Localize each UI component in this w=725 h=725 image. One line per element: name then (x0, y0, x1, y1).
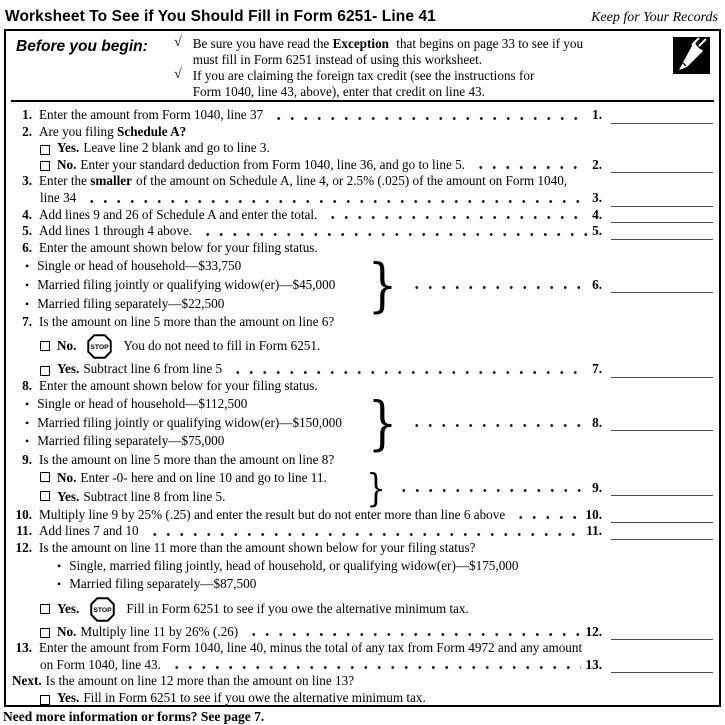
line-8-tail (401, 415, 713, 431)
line-7-entry-field[interactable] (611, 368, 713, 378)
line-9-yes-checkbox[interactable] (40, 491, 50, 501)
yes-label: Yes. (57, 140, 79, 157)
worksheet-line-3 (10, 173, 713, 190)
line-11-ref: 11. (586, 523, 602, 540)
line-3-tail (76, 190, 713, 207)
line-10-text: Multiply line 9 by 25% (.25) and enter the result but do not enter more than line 6 above (39, 507, 505, 524)
line-2-yes-checkbox[interactable] (40, 145, 50, 155)
worksheet-header (0, 0, 725, 29)
line-4-ref: 4. (592, 207, 602, 224)
worksheet-line-1 (10, 107, 713, 124)
line-8-bullet-list (25, 395, 362, 451)
dot-leader (148, 532, 582, 537)
worksheet-line-9 (10, 452, 713, 469)
dot-leader (474, 165, 587, 170)
line-9-tail (388, 480, 713, 496)
line-8-entry-field[interactable] (611, 421, 713, 431)
line-8-text: Enter the amount shown below for your filing status. (39, 378, 318, 395)
stop-sign-icon (86, 333, 113, 360)
before-check1-bold: Exception (333, 36, 389, 51)
right-brace: } (368, 394, 398, 452)
stop-sign-icon (89, 596, 116, 623)
yes-label: Yes. (57, 601, 79, 618)
bullet-icon: • (25, 295, 29, 314)
line-2-ref: 2. (592, 157, 602, 174)
line-5-entry-field[interactable] (611, 230, 713, 240)
next-yes-checkbox[interactable] (40, 695, 50, 705)
bullet-item (10, 557, 713, 576)
line-3-ref: 3. (592, 190, 602, 207)
line-7-text: Is the amount on line 5 more than the amount on line 6? (39, 314, 334, 331)
line-number: 13. (10, 640, 32, 657)
line-10-ref: 10. (586, 507, 602, 524)
line-6-bullet-3: Married filing separately—$22,500 (37, 295, 224, 314)
checkmark-icon: √ (174, 35, 182, 66)
line-12-no-option (10, 624, 713, 641)
line-6-bullet-list (25, 257, 362, 313)
line-12-yes-checkbox[interactable] (40, 604, 50, 614)
line-12-yes-text: Fill in Form 6251 to see if you owe the alternative minimum tax. (126, 601, 468, 618)
right-brace: } (366, 469, 385, 507)
line-10-tail (505, 507, 713, 524)
bullet-icon: • (25, 414, 29, 433)
line-number: 10. (10, 507, 32, 524)
dot-leader (397, 488, 587, 493)
right-brace: } (368, 256, 398, 314)
before-check-item (174, 68, 711, 99)
worksheet-line-5 (10, 223, 713, 240)
line-7-tail (222, 361, 713, 378)
line-3-text-pre: Enter the (39, 173, 87, 190)
line-5-ref: 5. (592, 223, 602, 240)
line-13-entry-field[interactable] (611, 663, 713, 673)
yes-label: Yes. (57, 488, 79, 507)
bullet-item (10, 575, 713, 594)
line-6-ref: 6. (592, 277, 602, 293)
line-12-no-text: Multiply line 11 by 26% (.26) (80, 624, 238, 641)
line-9-yes-text: Subtract line 8 from line 5. (83, 488, 225, 507)
line-5-tail (192, 223, 713, 240)
worksheet-line-6 (10, 240, 713, 257)
bullet-icon: • (25, 432, 29, 451)
line-4-text: Add lines 9 and 26 of Schedule A and enter the total. (39, 207, 317, 224)
line-12-tail (238, 624, 713, 641)
dot-leader (247, 632, 580, 637)
line-13-ref: 13. (586, 657, 602, 674)
before-check1-rest: that begins on page 33 to see if you (396, 36, 583, 51)
line-11-entry-field[interactable] (611, 530, 713, 540)
line-7-yes-checkbox[interactable] (40, 366, 50, 376)
worksheet-line-11 (10, 523, 713, 540)
dot-leader (514, 515, 580, 520)
yes-label: Yes. (57, 361, 79, 378)
no-label: No. (57, 338, 76, 355)
line-3-text-bold: smaller (90, 173, 132, 190)
line-12-entry-field[interactable] (611, 630, 713, 640)
worksheet-line-2 (10, 124, 713, 141)
line-12-bullet-2: Married filing separately—$87,500 (69, 575, 256, 594)
worksheet-box (4, 29, 721, 707)
page-footer: Need more information or forms? See page 7. (0, 707, 725, 725)
worksheet-line-7 (10, 314, 713, 331)
line-4-entry-field[interactable] (611, 213, 713, 223)
line-5-text: Add lines 1 through 4 above. (39, 223, 192, 240)
worksheet-line-4 (10, 207, 713, 224)
line-9-text: Is the amount on line 5 more than the amount on line 8? (39, 452, 334, 469)
bullet-icon: • (25, 276, 29, 295)
line-9-option-list (40, 469, 362, 506)
line-8-ref: 8. (592, 415, 602, 431)
line-9-no-option (40, 469, 362, 488)
before-check2-line1: If you are claiming the foreign tax credit (see the instructions for (193, 68, 535, 83)
line-1-entry-field[interactable] (611, 114, 713, 124)
line-number: 6. (10, 240, 32, 257)
next-yes-text: Fill in Form 6251 to see if you owe the alternative minimum tax. (83, 690, 425, 707)
before-check-text (193, 68, 535, 99)
before-check-item (174, 36, 711, 67)
svg-text:STOP: STOP (94, 607, 113, 614)
line-number: 8. (10, 378, 32, 395)
line-7-yes-text: Subtract line 6 from line 5 (83, 361, 222, 378)
line-13-text-line2: on Form 1040, line 43. (40, 657, 161, 674)
line-8-filing-status-group (10, 394, 713, 452)
line-12-ref: 12. (586, 624, 602, 641)
line-8-bullet-3: Married filing separately—$75,000 (37, 432, 224, 451)
line-2-yes-option (10, 140, 713, 157)
line-9-no-text: Enter -0- here and on line 10 and go to line 11. (80, 469, 326, 488)
next-label: Next. (12, 673, 42, 690)
line-number: 11. (10, 523, 32, 540)
line-1-text: Enter the amount from Form 1040, line 37 (39, 107, 263, 124)
line-2-tail (465, 157, 713, 174)
yes-label: Yes. (57, 690, 79, 707)
line-number: 4. (10, 207, 32, 224)
line-number: 12. (10, 540, 32, 557)
before-check-list (174, 36, 711, 97)
bullet-icon: • (57, 575, 61, 594)
bullet-icon: • (25, 395, 29, 414)
line-number: 7. (10, 314, 32, 331)
line-10-entry-field[interactable] (611, 513, 713, 523)
line-13-continuation (10, 657, 713, 674)
pencil-icon (673, 37, 710, 74)
bullet-item (25, 295, 362, 314)
bullet-item (25, 414, 362, 433)
next-text: Is the amount on line 12 more than the amount on line 13? (46, 673, 354, 690)
bullet-item (25, 395, 362, 414)
line-12-bullet-1: Single, married filing jointly, head of household, or qualifying widow(er)—$175,000 (69, 557, 518, 576)
dot-leader (272, 116, 587, 121)
dot-leader (170, 665, 581, 670)
next-yes-option (10, 690, 713, 707)
worksheet-line-10 (10, 507, 713, 524)
bullet-icon: • (57, 557, 61, 576)
line-2-entry-field[interactable] (611, 163, 713, 173)
checkmark-icon: √ (174, 67, 182, 98)
line-2-text-pre: Are you filing (39, 124, 114, 141)
line-9-ref: 9. (592, 480, 602, 496)
before-you-begin-label: Before you begin: (16, 36, 174, 97)
line-9-yes-option (40, 488, 362, 507)
worksheet-line-12 (10, 540, 713, 557)
line-9-option-group (10, 469, 713, 507)
line-7-no-checkbox[interactable] (40, 341, 50, 351)
dot-leader (231, 370, 587, 375)
bullet-item (25, 276, 362, 295)
line-7-ref: 7. (592, 361, 602, 378)
bullet-item (25, 432, 362, 451)
line-1-ref: 1. (592, 107, 602, 124)
line-number: 2. (10, 124, 32, 141)
line-2-text-bold: Schedule A? (117, 124, 186, 141)
line-9-entry-field[interactable] (611, 486, 713, 496)
before-check2-line2: Form 1040, line 43, above), enter that credit on line 43. (193, 84, 485, 99)
line-2-no-option (10, 157, 713, 174)
line-11-text: Add lines 7 and 10 (39, 523, 139, 540)
worksheet-lines (6, 102, 719, 707)
line-6-tail (401, 277, 713, 293)
before-check1-line2: must fill in Form 6251 instead of using this worksheet. (193, 52, 482, 67)
line-6-entry-field[interactable] (611, 283, 713, 293)
line-2-no-text: Enter your standard deduction from Form 1040, line 36, and go to line 5. (80, 157, 465, 174)
dot-leader (85, 199, 587, 204)
line-7-no-text: You do not need to fill in Form 6251. (123, 338, 320, 355)
line-13-text-line1: Enter the amount from Form 1040, line 40, minus the total of any tax from Form 4972 and any amount (39, 640, 582, 657)
dot-leader (326, 215, 587, 220)
line-2-no-checkbox[interactable] (40, 161, 50, 171)
no-label: No. (57, 157, 76, 174)
bullet-item (25, 257, 362, 276)
line-7-no-option (10, 333, 713, 360)
line-7-yes-option (10, 361, 713, 378)
dot-leader (410, 423, 587, 428)
keep-for-records-label: Keep for Your Records (591, 10, 720, 26)
svg-text:STOP: STOP (91, 344, 110, 351)
worksheet-line-8 (10, 378, 713, 395)
line-8-bullet-1: Single or head of household—$112,500 (37, 395, 247, 414)
line-13-tail (161, 657, 713, 674)
no-label: No. (57, 624, 76, 641)
line-1-tail (263, 107, 713, 124)
line-9-no-checkbox[interactable] (40, 472, 50, 482)
line-8-bullet-2: Married filing jointly or qualifying widow(er)—$150,000 (37, 414, 342, 433)
line-4-tail (317, 207, 713, 224)
line-number: 3. (10, 173, 32, 190)
line-number: 1. (10, 107, 32, 124)
page-title: Worksheet To See if You Should Fill in Form 6251- Line 41 (5, 8, 436, 26)
line-3-text-post: of the amount on Schedule A, line 4, or 2.5% (.025) of the amount on Form 1040, (136, 173, 567, 190)
before-check-text (193, 36, 583, 67)
dot-leader (201, 232, 587, 237)
line-3-continuation (10, 190, 713, 207)
line-number: 5. (10, 223, 32, 240)
before-you-begin-section (6, 31, 719, 100)
worksheet-line-13 (10, 640, 713, 657)
next-question (10, 673, 713, 690)
line-12-yes-option (10, 596, 713, 623)
bullet-icon: • (25, 257, 29, 276)
dot-leader (410, 285, 587, 290)
line-6-bullet-2: Married filing jointly or qualifying widow(er)—$45,000 (37, 276, 335, 295)
line-12-no-checkbox[interactable] (40, 628, 50, 638)
line-6-text: Enter the amount shown below for your filing status. (39, 240, 318, 257)
line-3-entry-field[interactable] (611, 197, 713, 207)
line-number: 9. (10, 452, 32, 469)
line-3-text-line2: line 34 (40, 190, 76, 207)
line-12-text: Is the amount on line 11 more than the amount shown below for your filing status? (39, 540, 475, 557)
before-check1-pre: Be sure you have read the (193, 36, 330, 51)
line-6-bullet-1: Single or head of household—$33,750 (37, 257, 241, 276)
no-label: No. (57, 469, 76, 488)
line-11-tail (139, 523, 713, 540)
line-2-yes-text: Leave line 2 blank and go to line 3. (83, 140, 269, 157)
line-6-filing-status-group (10, 256, 713, 314)
